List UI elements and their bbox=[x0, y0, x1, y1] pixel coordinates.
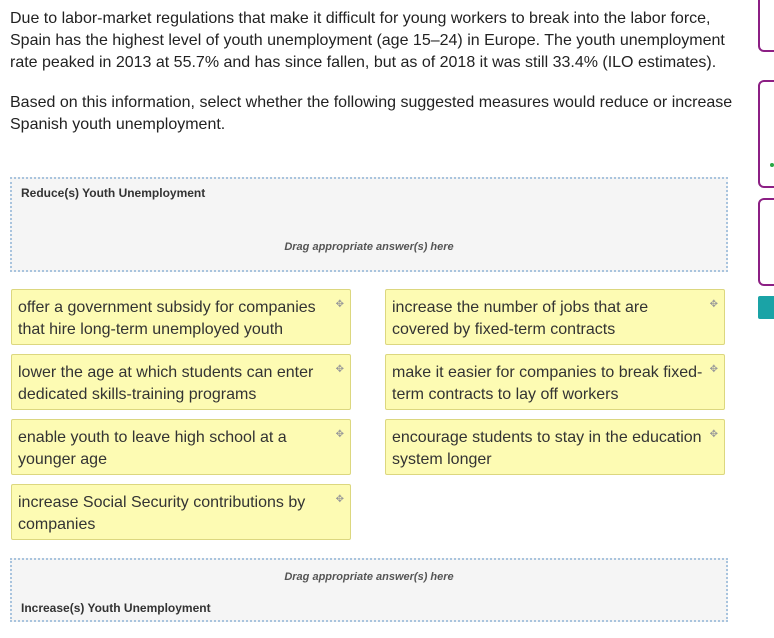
answer-card-text: enable youth to leave high school at a younger age bbox=[18, 429, 287, 468]
side-panel-item[interactable] bbox=[758, 80, 774, 188]
side-panel-item[interactable] bbox=[758, 0, 774, 52]
dropzone-increase-hint: Drag appropriate answer(s) here bbox=[284, 571, 454, 583]
answer-card[interactable] bbox=[385, 419, 725, 475]
move-icon: ✥ bbox=[335, 299, 344, 310]
dropzone-reduce-title: Reduce(s) Youth Unemployment bbox=[21, 186, 206, 200]
answer-card-text: encourage students to stay in the education system longer bbox=[392, 429, 702, 468]
question-text bbox=[10, 8, 740, 136]
move-icon: ✥ bbox=[335, 429, 344, 440]
answer-card-text: lower the age at which students can enter dedicated skills-training programs bbox=[18, 364, 314, 403]
side-action-button[interactable] bbox=[758, 296, 774, 319]
answer-card[interactable] bbox=[385, 354, 725, 410]
move-icon: ✥ bbox=[335, 364, 344, 375]
dropzone-increase-title: Increase(s) Youth Unemployment bbox=[21, 601, 211, 615]
dropzone-reduce-hint: Drag appropriate answer(s) here bbox=[284, 241, 454, 253]
move-icon: ✥ bbox=[709, 429, 718, 440]
dropzone-reduce[interactable] bbox=[10, 177, 728, 272]
move-icon: ✥ bbox=[709, 299, 718, 310]
answer-card-text: increase the number of jobs that are covered by fixed-term contracts bbox=[392, 299, 649, 338]
answer-card[interactable] bbox=[11, 354, 351, 410]
answer-card[interactable] bbox=[11, 484, 351, 540]
side-indicator-dot bbox=[770, 163, 774, 167]
answer-card-text: offer a government subsidy for companies that hire long-term unemployed youth bbox=[18, 299, 316, 338]
move-icon: ✥ bbox=[709, 364, 718, 375]
side-panel-item[interactable] bbox=[758, 198, 774, 286]
question-paragraph-instruction: Based on this information, select whether the following suggested measures would reduce or increase Spanish youth unemployment. bbox=[10, 94, 733, 133]
answer-card-text: increase Social Security contributions by companies bbox=[18, 494, 306, 533]
dropzone-increase[interactable] bbox=[10, 558, 728, 622]
answer-card[interactable] bbox=[385, 289, 725, 345]
answer-card[interactable] bbox=[11, 289, 351, 345]
answer-card[interactable] bbox=[11, 419, 351, 475]
answer-card-text: make it easier for companies to break fixed-term contracts to lay off workers bbox=[392, 364, 703, 403]
question-paragraph-context: Due to labor-market regulations that make it difficult for young workers to break into the labor force, Spain has the highest level of youth unemployment (age 15–24) in Europe. The youth unemployment rate peaked in 2013 at 55.7% and has since fallen, but as of 2018 it was still 33.4% (ILO estimates). bbox=[10, 10, 725, 71]
move-icon: ✥ bbox=[335, 494, 344, 505]
